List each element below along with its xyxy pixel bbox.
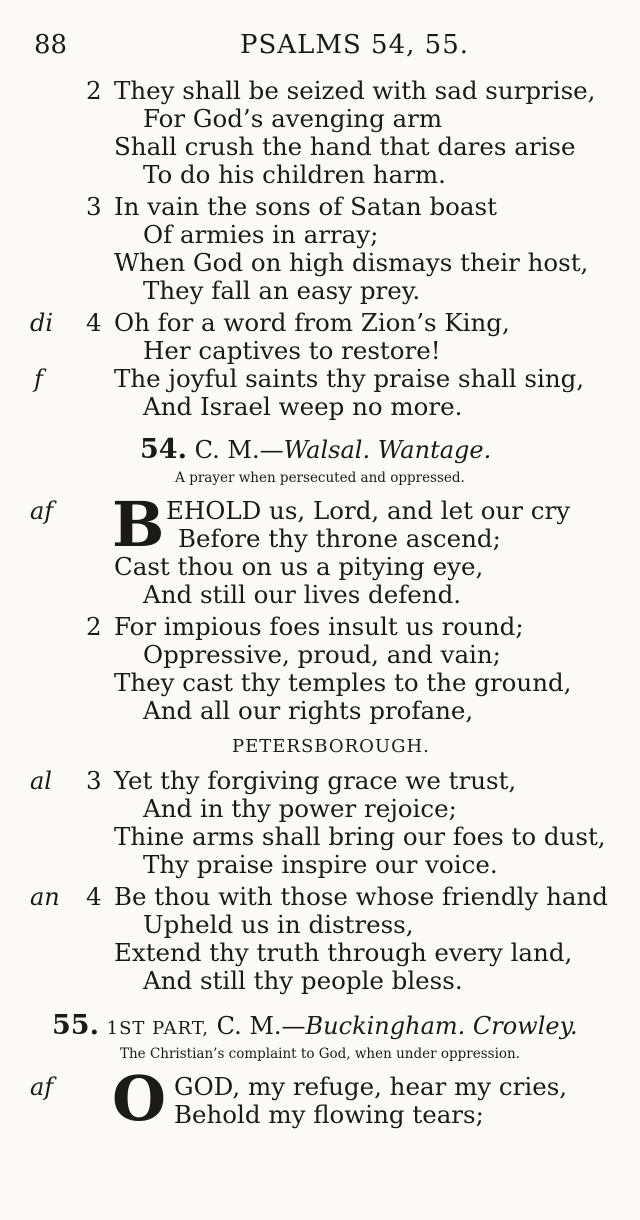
verse-text: Oppressive, proud, and vain;	[143, 640, 501, 669]
verse-text: Her captives to restore!	[143, 336, 441, 365]
verse-text: When God on high dismays their host,	[114, 248, 589, 277]
stanza-number: 2	[86, 612, 102, 641]
verse-line	[0, 966, 640, 996]
verse-line	[0, 220, 640, 250]
verse-line	[0, 496, 640, 526]
verse-text: And still our lives defend.	[143, 580, 462, 609]
verse-line	[0, 822, 640, 852]
verse-line	[0, 160, 640, 190]
hymn-part: 1ST PART,	[106, 1018, 209, 1039]
verse-line	[0, 794, 640, 824]
verse-line	[0, 248, 640, 278]
tune-change-label: PETERSBOROUGH.	[232, 736, 430, 757]
verse-line	[0, 552, 640, 582]
verse-text: And still thy people bless.	[143, 966, 463, 995]
verse-text: And all our rights profane,	[143, 696, 474, 725]
verse-text: Be thou with those whose friendly hand	[114, 882, 608, 911]
verse-text: In vain the sons of Satan boast	[114, 192, 497, 221]
verse-text: Upheld us in distress,	[143, 910, 414, 939]
hymn-meter: C. M.—	[216, 1012, 306, 1040]
dynamic-mark: al	[30, 767, 52, 795]
stanza-number: 3	[86, 192, 102, 221]
page-header	[0, 30, 640, 66]
verse-line	[0, 938, 640, 968]
hymn-subtitle: A prayer when persecuted and oppressed.	[175, 470, 465, 486]
verse-text: And Israel weep no more.	[143, 392, 463, 421]
verse-text: And in thy power rejoice;	[143, 794, 457, 823]
verse-text: For God’s avenging arm	[143, 104, 443, 133]
verse-line	[0, 850, 640, 880]
verse-text: To do his children harm.	[143, 160, 446, 189]
stanza-number: 4	[86, 308, 102, 337]
drop-cap: O	[112, 1062, 167, 1135]
dynamic-mark: di	[30, 309, 54, 337]
verse-line	[0, 132, 640, 162]
page-number: 88	[34, 30, 68, 60]
hymn-tunes: Buckingham. Crowley.	[305, 1012, 578, 1040]
running-title: PSALMS 54, 55.	[240, 30, 470, 60]
verse-line	[0, 640, 640, 670]
drop-cap: B	[112, 488, 165, 561]
verse-line	[0, 104, 640, 134]
verse-line	[0, 524, 640, 554]
verse-line	[0, 336, 640, 366]
verse-text: They shall be seized with sad surprise,	[114, 76, 596, 105]
verse-text: Oh for a word from Zion’s King,	[114, 308, 510, 337]
verse-line	[0, 612, 640, 642]
hymn-title	[52, 1010, 612, 1042]
hymn-number: 55.	[52, 1010, 99, 1041]
verse-text: Of armies in array;	[143, 220, 379, 249]
verse-line	[0, 308, 640, 338]
verse-line	[0, 392, 640, 422]
hymn-meter: C. M.—	[194, 436, 284, 464]
verse-text: Extend thy truth through every land,	[114, 938, 573, 967]
verse-line	[0, 910, 640, 940]
verse-text: Cast thou on us a pitying eye,	[114, 552, 484, 581]
verse-text: For impious foes insult us round;	[114, 612, 524, 641]
verse-line	[0, 668, 640, 698]
verse-line	[0, 364, 640, 394]
stanza-number: 3	[86, 766, 102, 795]
verse-line	[0, 696, 640, 726]
hymn-subtitle: The Christian’s complaint to God, when under oppression.	[119, 1046, 521, 1062]
verse-line	[0, 192, 640, 222]
verse-text: The joyful saints thy praise shall sing,	[114, 364, 585, 393]
verse-line	[0, 580, 640, 610]
verse-line	[0, 882, 640, 912]
verse-line	[0, 1100, 640, 1130]
verse-line	[0, 1072, 640, 1102]
stanza-number: 2	[86, 76, 102, 105]
verse-text: EHOLD us, Lord, and let our cry	[166, 496, 571, 525]
verse-line	[0, 276, 640, 306]
verse-text: Before thy throne ascend;	[178, 524, 501, 553]
verse-line	[0, 766, 640, 796]
verse-text: Thine arms shall bring our foes to dust,	[114, 822, 606, 851]
stanza-number: 4	[86, 882, 102, 911]
dynamic-mark: an	[30, 883, 60, 911]
dynamic-mark: af	[30, 497, 54, 525]
verse-text: Shall crush the hand that dares arise	[114, 132, 576, 161]
verse-text: GOD, my refuge, hear my cries,	[174, 1072, 568, 1101]
verse-text: Thy praise inspire our voice.	[143, 850, 498, 879]
verse-text: Behold my flowing tears;	[174, 1100, 484, 1129]
hymn-title	[140, 434, 600, 466]
verse-text: Yet thy forgiving grace we trust,	[114, 766, 517, 795]
hymn-number: 54.	[140, 434, 187, 465]
verse-line	[0, 76, 640, 106]
hymn-tunes: Walsal. Wantage.	[283, 436, 492, 464]
dynamic-mark: af	[30, 1073, 54, 1101]
verse-text: They cast thy temples to the ground,	[114, 668, 572, 697]
verse-text: They fall an easy prey.	[143, 276, 421, 305]
dynamic-mark: f	[34, 365, 43, 393]
